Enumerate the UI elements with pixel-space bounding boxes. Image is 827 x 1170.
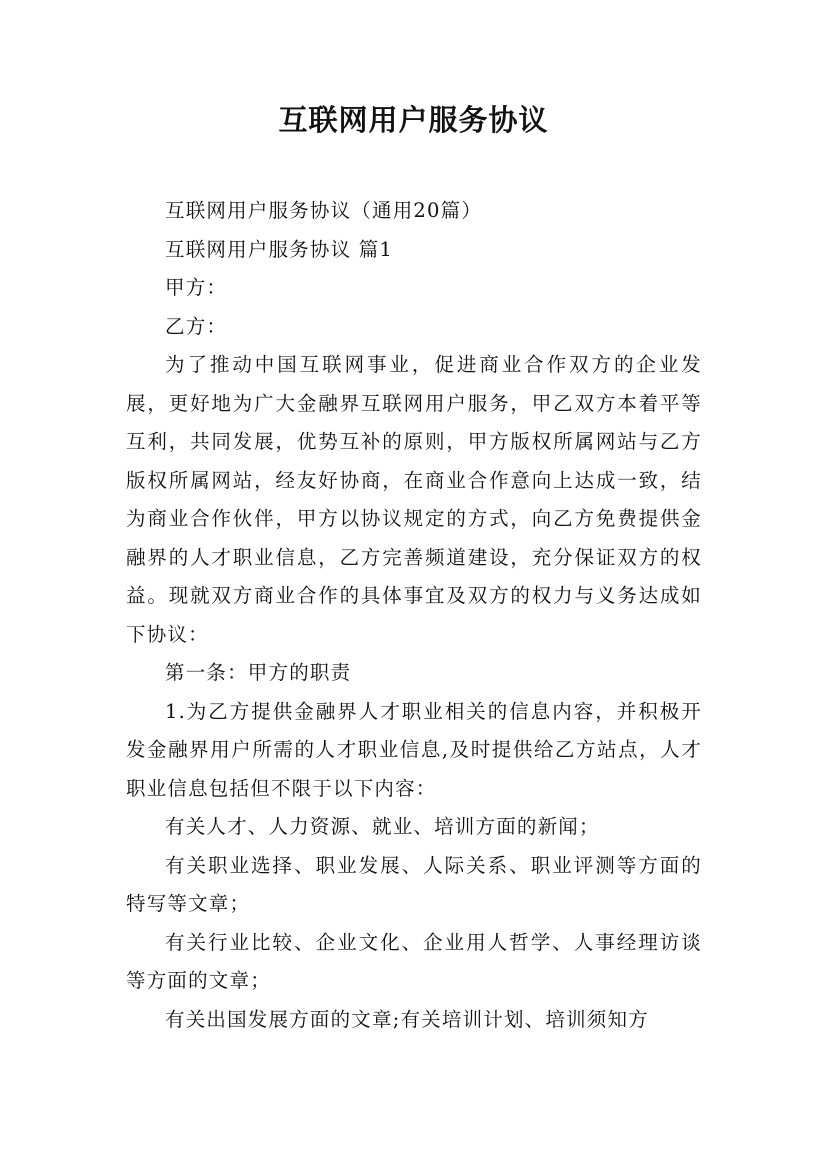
paragraph-item: 有关行业比较、企业文化、企业用人哲学、人事经理访谈等方面的文章； xyxy=(126,930,702,992)
document-title: 互联网用户服务协议 xyxy=(278,103,549,137)
document-body xyxy=(126,192,702,1039)
paragraph-subtitle: 互联网用户服务协议（通用20篇） xyxy=(165,199,483,222)
paragraph-item: 有关人才、人力资源、就业、培训方面的新闻； xyxy=(165,815,600,838)
paragraph-section-heading: 互联网用户服务协议 篇1 xyxy=(165,237,394,261)
paragraph-party-b: 乙方： xyxy=(165,314,228,338)
paragraph-party-a: 甲方： xyxy=(165,276,228,299)
paragraph-item: 有关职业选择、职业发展、人际关系、职业评测等方面的特写等文章； xyxy=(126,853,702,915)
paragraph-clause-1: 1.为乙方提供金融界人才职业相关的信息内容，并积极开发金融界用户所需的人才职业信息,及时提供给乙方站点，人才职业信息包括但不限于以下内容： xyxy=(126,699,702,800)
paragraph-item: 有关出国发展方面的文章;有关培训计划、培训须知方 xyxy=(165,1007,649,1031)
paragraph-preamble: 为了推动中国互联网事业，促进商业合作双方的企业发展，更好地为广大金融界互联网用户服务，甲乙双方本着平等互利，共同发展，优势互补的原则，甲方版权所属网站与乙方版权所属网站，经友好协商，在商业合作意向上达成一致，结为商业合作伙伴，甲方以协议规定的方式，向乙方免费提供金融界的人才职业信息，乙方完善频道建设，充分保证双方的权益。现就双方商业合作的具体事宜及双方的权力与义务达成如下协议： xyxy=(126,353,702,646)
paragraph-article-one-heading: 第一条：甲方的职责 xyxy=(165,661,352,684)
